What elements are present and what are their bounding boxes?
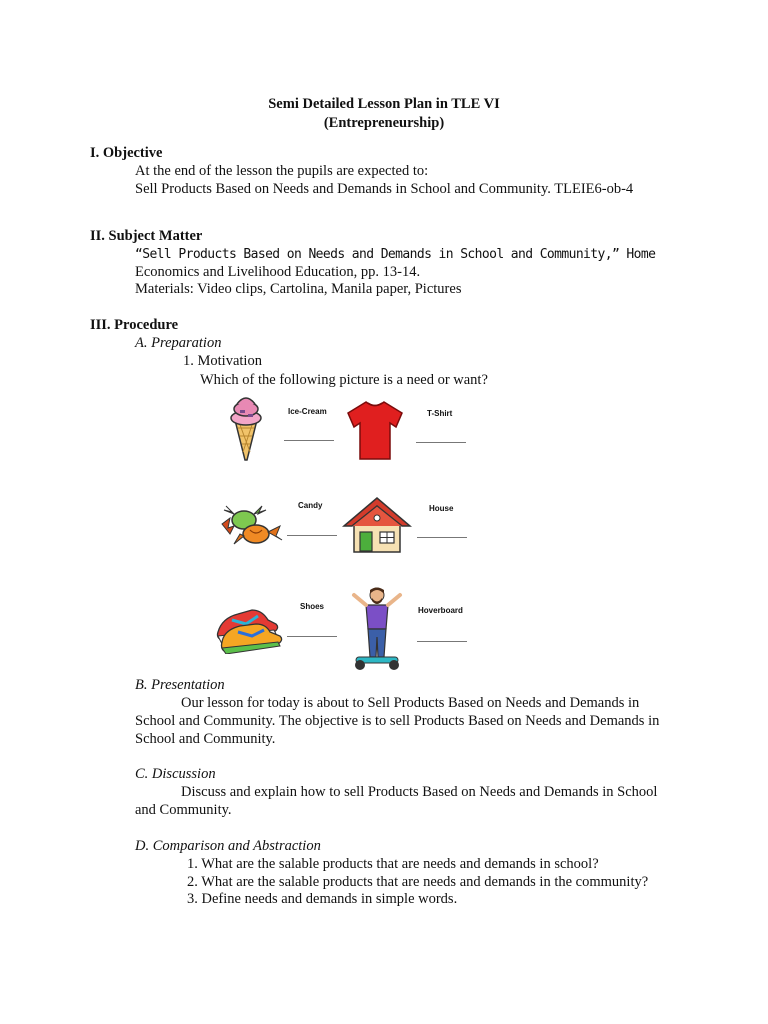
presentation-text: Our lesson for today is about to Sell Products Based on Needs and Demands in School and Community. The objective is to sell Products Based on Needs and Demands in School and Community. xyxy=(135,695,660,747)
subject-reference-home: Home xyxy=(619,247,656,262)
candy-label: Candy xyxy=(298,501,323,510)
hoverboard-icon xyxy=(348,585,406,673)
candy-answer-blank[interactable] xyxy=(287,535,337,536)
tshirt-icon xyxy=(346,399,404,461)
discussion-paragraph xyxy=(135,783,680,819)
abstraction-question-2: 2. What are the salable products that are needs and demands in the community? xyxy=(187,874,649,890)
shoes-icon xyxy=(212,598,284,654)
discussion-label: C. Discussion xyxy=(135,766,216,782)
ice-cream-icon xyxy=(226,390,266,464)
hoverboard-answer-blank[interactable] xyxy=(417,641,467,642)
subject-reference-line1 xyxy=(135,245,655,264)
subject-reference-title: “Sell Products Based on Needs and Demands in School and Community,” xyxy=(135,247,620,262)
discussion-text: Discuss and explain how to sell Products Based on Needs and Demands in School and Community. xyxy=(135,784,658,818)
preparation-label: A. Preparation xyxy=(135,335,222,351)
ice-cream-label: Ice-Cream xyxy=(288,407,327,416)
objective-heading: I. Objective xyxy=(90,145,163,161)
tshirt-answer-blank[interactable] xyxy=(416,442,466,443)
subject-materials: Materials: Video clips, Cartolina, Manila paper, Pictures xyxy=(135,281,462,297)
subject-matter-heading: II. Subject Matter xyxy=(90,228,203,244)
motivation-label: 1. Motivation xyxy=(183,353,262,369)
subject-reference-line2: Economics and Livelihood Education, pp. 13-14. xyxy=(135,264,421,280)
abstraction-question-3: 3. Define needs and demands in simple words. xyxy=(187,891,458,907)
hoverboard-label: Hoverboard xyxy=(418,606,463,615)
motivation-question: Which of the following picture is a need or want? xyxy=(200,372,488,388)
house-answer-blank[interactable] xyxy=(417,537,467,538)
needs-wants-picture-grid xyxy=(208,388,494,673)
candy-icon xyxy=(216,500,286,552)
objective-intro: At the end of the lesson the pupils are expected to: xyxy=(135,163,429,179)
ice-cream-answer-blank[interactable] xyxy=(284,440,334,441)
presentation-label: B. Presentation xyxy=(135,677,225,693)
shoes-label: Shoes xyxy=(300,602,325,611)
tshirt-label: T-Shirt xyxy=(427,409,453,418)
document-title: Semi Detailed Lesson Plan in TLE VI xyxy=(268,96,500,112)
objective-statement: Sell Products Based on Needs and Demands in School and Community. TLEIE6-ob-4 xyxy=(135,181,634,197)
abstraction-question-1: 1. What are the salable products that are needs and demands in school? xyxy=(187,856,599,872)
shoes-answer-blank[interactable] xyxy=(287,636,337,637)
document-subtitle: (Entrepreneurship) xyxy=(323,115,445,131)
house-label: House xyxy=(429,504,454,513)
presentation-paragraph xyxy=(135,694,680,748)
comparison-abstraction-label: D. Comparison and Abstraction xyxy=(135,838,321,854)
procedure-heading: III. Procedure xyxy=(90,317,179,333)
house-icon xyxy=(342,494,412,554)
